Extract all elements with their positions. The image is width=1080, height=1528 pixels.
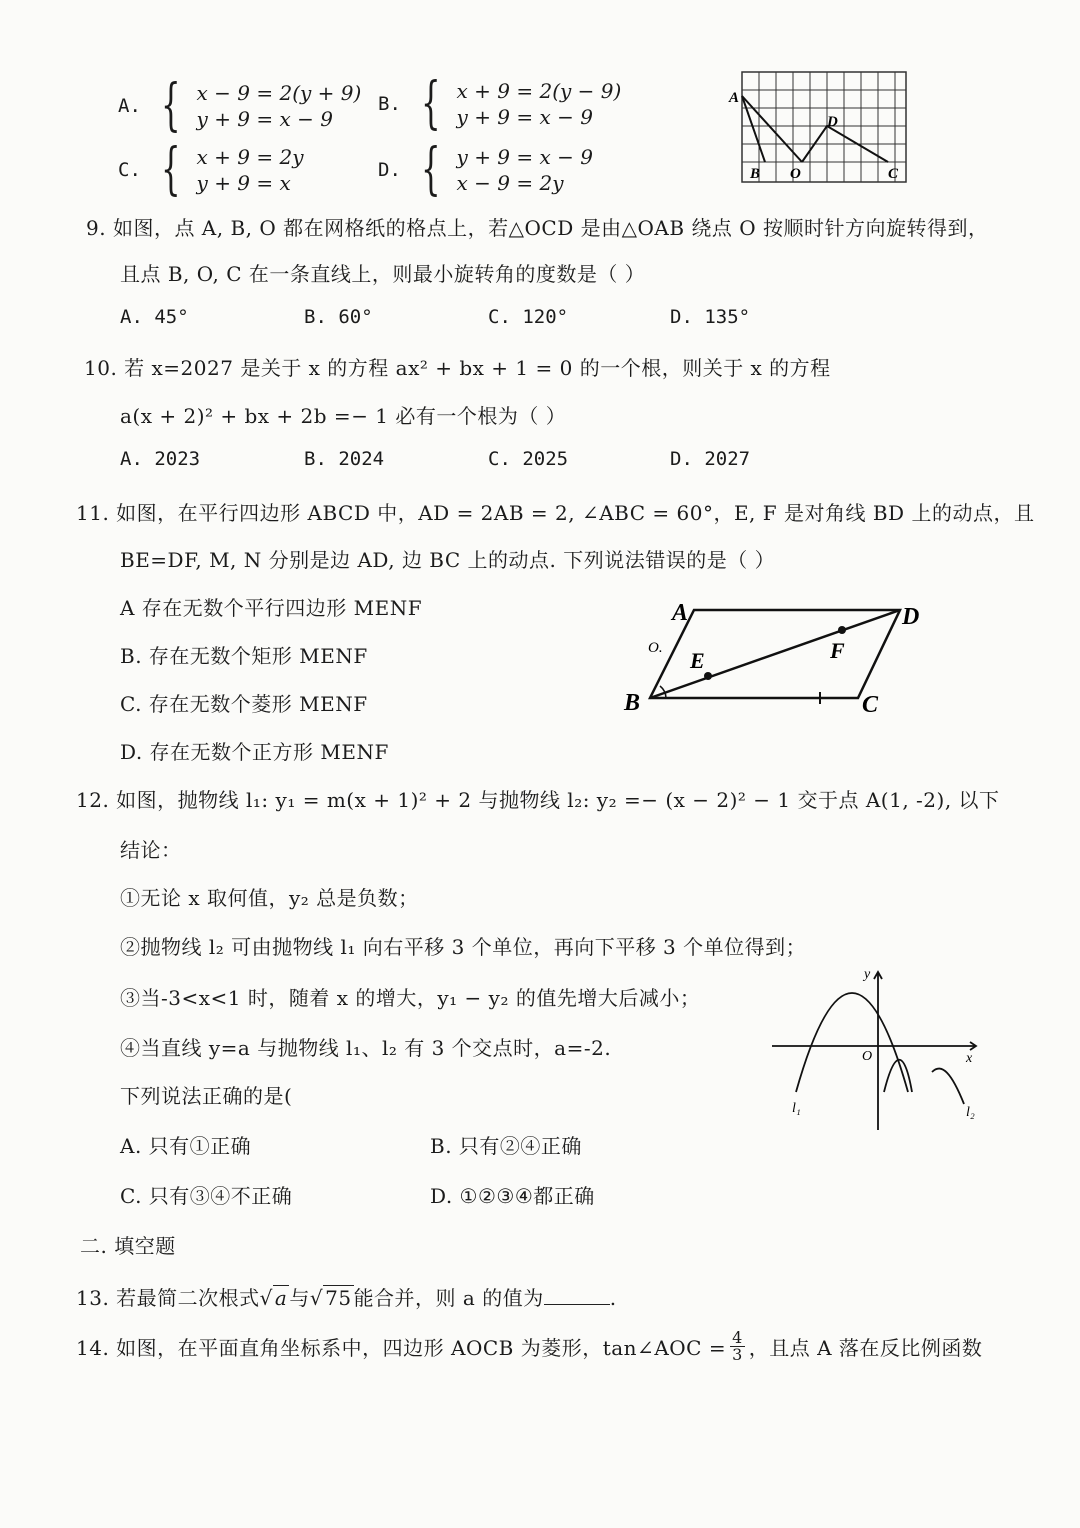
q12-statement-2: ②抛物线 l₂ 可由抛物线 l₁ 向右平移 3 个单位，再向下平移 3 个单位得到；: [120, 935, 807, 959]
q8-option-d: D. { y + 9 = x − 9 x − 9 = 2y: [378, 137, 593, 202]
q8-b-eq1: x + 9 = 2(y − 9): [456, 79, 622, 103]
parabola-figure: [766, 964, 986, 1134]
q12-statement-3: ③当-3<x<1 时，随着 x 的增大，y₁ − y₂ 的值先增大后减小；: [120, 986, 701, 1010]
q8-a-eq1: x − 9 = 2(y + 9): [196, 81, 362, 105]
q9-stem-line2: 且点 B, O, C 在一条直线上，则最小旋转角的度数是（ ）: [120, 262, 646, 286]
grid-label-b: B: [750, 166, 761, 182]
q10-option-c: C. 2025: [488, 448, 569, 470]
q11-option-a: A 存在无数个平行四边形 MENF: [120, 596, 423, 620]
parab-label-l2: l₂: [966, 1105, 975, 1120]
q10-option-d: D. 2027: [670, 448, 751, 470]
q12-question: 下列说法正确的是(: [120, 1084, 293, 1108]
q8-c-eq2: y + 9 = x: [196, 171, 291, 195]
q10-stem-line2: a(x + 2)² + bx + 2b =− 1 必有一个根为（ ）: [120, 404, 567, 428]
q8-option-b: B. { x + 9 = 2(y − 9) y + 9 = x − 9: [378, 71, 622, 136]
q10-stem-line1: 10. 若 x=2027 是关于 x 的方程 ax² + bx + 1 = 0 的一个根，则关于 x 的方程: [84, 356, 831, 380]
q12-option-a: A. 只有①正确: [120, 1134, 252, 1158]
para-label-f: F: [830, 638, 845, 663]
q8-d-eq1: y + 9 = x − 9: [456, 145, 593, 169]
section-heading-fill-in: 二. 填空题: [80, 1234, 176, 1258]
para-label-c: C: [862, 692, 879, 718]
q8-c-eq1: x + 9 = 2y: [196, 145, 304, 169]
para-label-d: D: [902, 604, 920, 630]
q8-a-eq2: y + 9 = x − 9: [196, 107, 333, 131]
q8-b-eq2: y + 9 = x − 9: [456, 105, 593, 129]
q9-stem-line1: 9. 如图，点 A, B, O 都在网格纸的格点上，若△OCD 是由△OAB 绕点 O 按顺时针方向旋转得到，: [86, 216, 989, 240]
q13-radicand-75: 75: [325, 1286, 352, 1310]
q14-stem: 14. 如图，在平面直角坐标系中，四边形 AOCB 为菱形，tan∠AOC = $\frac{4}{3}$ ，且点 A 落在反比例函数: [76, 1328, 983, 1364]
q8-option-a: A. { x − 9 = 2(y + 9) y + 9 = x − 9: [118, 73, 362, 138]
para-label-b: B: [624, 690, 641, 716]
q12-statement-4: ④当直线 y=a 与抛物线 l₁、l₂ 有 3 个交点时，a=-2.: [120, 1036, 612, 1060]
q10-option-b: B. 2024: [304, 448, 385, 470]
q14-fraction: $\frac{4}{3}$: [732, 1328, 743, 1364]
q9-option-c: C. 120°: [488, 306, 569, 328]
parab-axis-x: x: [966, 1051, 973, 1066]
q13-answer-blank[interactable]: [544, 1286, 610, 1305]
grid-label-a: A: [729, 90, 740, 106]
grid-label-c: C: [888, 166, 899, 182]
q11-option-b: B. 存在无数个矩形 MENF: [120, 644, 368, 668]
q12-option-d: D. ①②③④都正确: [430, 1184, 595, 1208]
para-label-e: E: [690, 648, 705, 673]
q13-stem: 13. 若最简二次根式√ a 与√ 75 能合并，则 a 的值为 .: [76, 1286, 617, 1310]
q11-stem-line2: BE=DF, M, N 分别是边 AD, 边 BC 上的动点. 下列说法错误的是（ ）: [120, 548, 776, 572]
q11-option-d: D. 存在无数个正方形 MENF: [120, 740, 389, 764]
parab-label-l1: l₁: [792, 1101, 801, 1116]
q8-option-c: C. { x + 9 = 2y y + 9 = x: [118, 137, 304, 202]
q12-option-c: C. 只有③④不正确: [120, 1184, 293, 1208]
grid-label-o: O: [790, 166, 801, 182]
q9-option-d: D. 135°: [670, 306, 751, 328]
q12-option-b: B. 只有②④正确: [430, 1134, 582, 1158]
q12-stem-line1: 12. 如图，抛物线 l₁: y₁ = m(x + 1)² + 2 与抛物线 l₂: y₂ =− (x − 2)² − 1 交于点 A(1, -2), 以下: [76, 788, 1000, 812]
q11-option-c: C. 存在无数个菱形 MENF: [120, 692, 368, 716]
q12-stem-line2: 结论：: [120, 838, 182, 862]
q8-d-eq2: x − 9 = 2y: [456, 171, 564, 195]
grid-label-d: D: [827, 114, 838, 130]
q10-option-a: A. 2023: [120, 448, 201, 470]
q11-stem-line1: 11. 如图，在平行四边形 ABCD 中，AD = 2AB = 2, ∠ABC = 60°，E, F 是对角线 BD 上的动点，且: [76, 501, 1035, 525]
parab-axis-y: y: [864, 967, 871, 982]
q13-radicand-a: a: [274, 1286, 288, 1310]
q9-option-b: B. 60°: [304, 306, 373, 328]
para-label-a: A: [672, 600, 689, 626]
q12-statement-1: ①无论 x 取何值，y₂ 总是负数；: [120, 886, 419, 910]
rotation-grid-figure: [728, 66, 912, 188]
parallelogram-figure: [618, 592, 928, 722]
parab-origin: O: [862, 1049, 873, 1064]
para-label-o: O.: [648, 640, 663, 656]
q9-option-a: A. 45°: [120, 306, 189, 328]
